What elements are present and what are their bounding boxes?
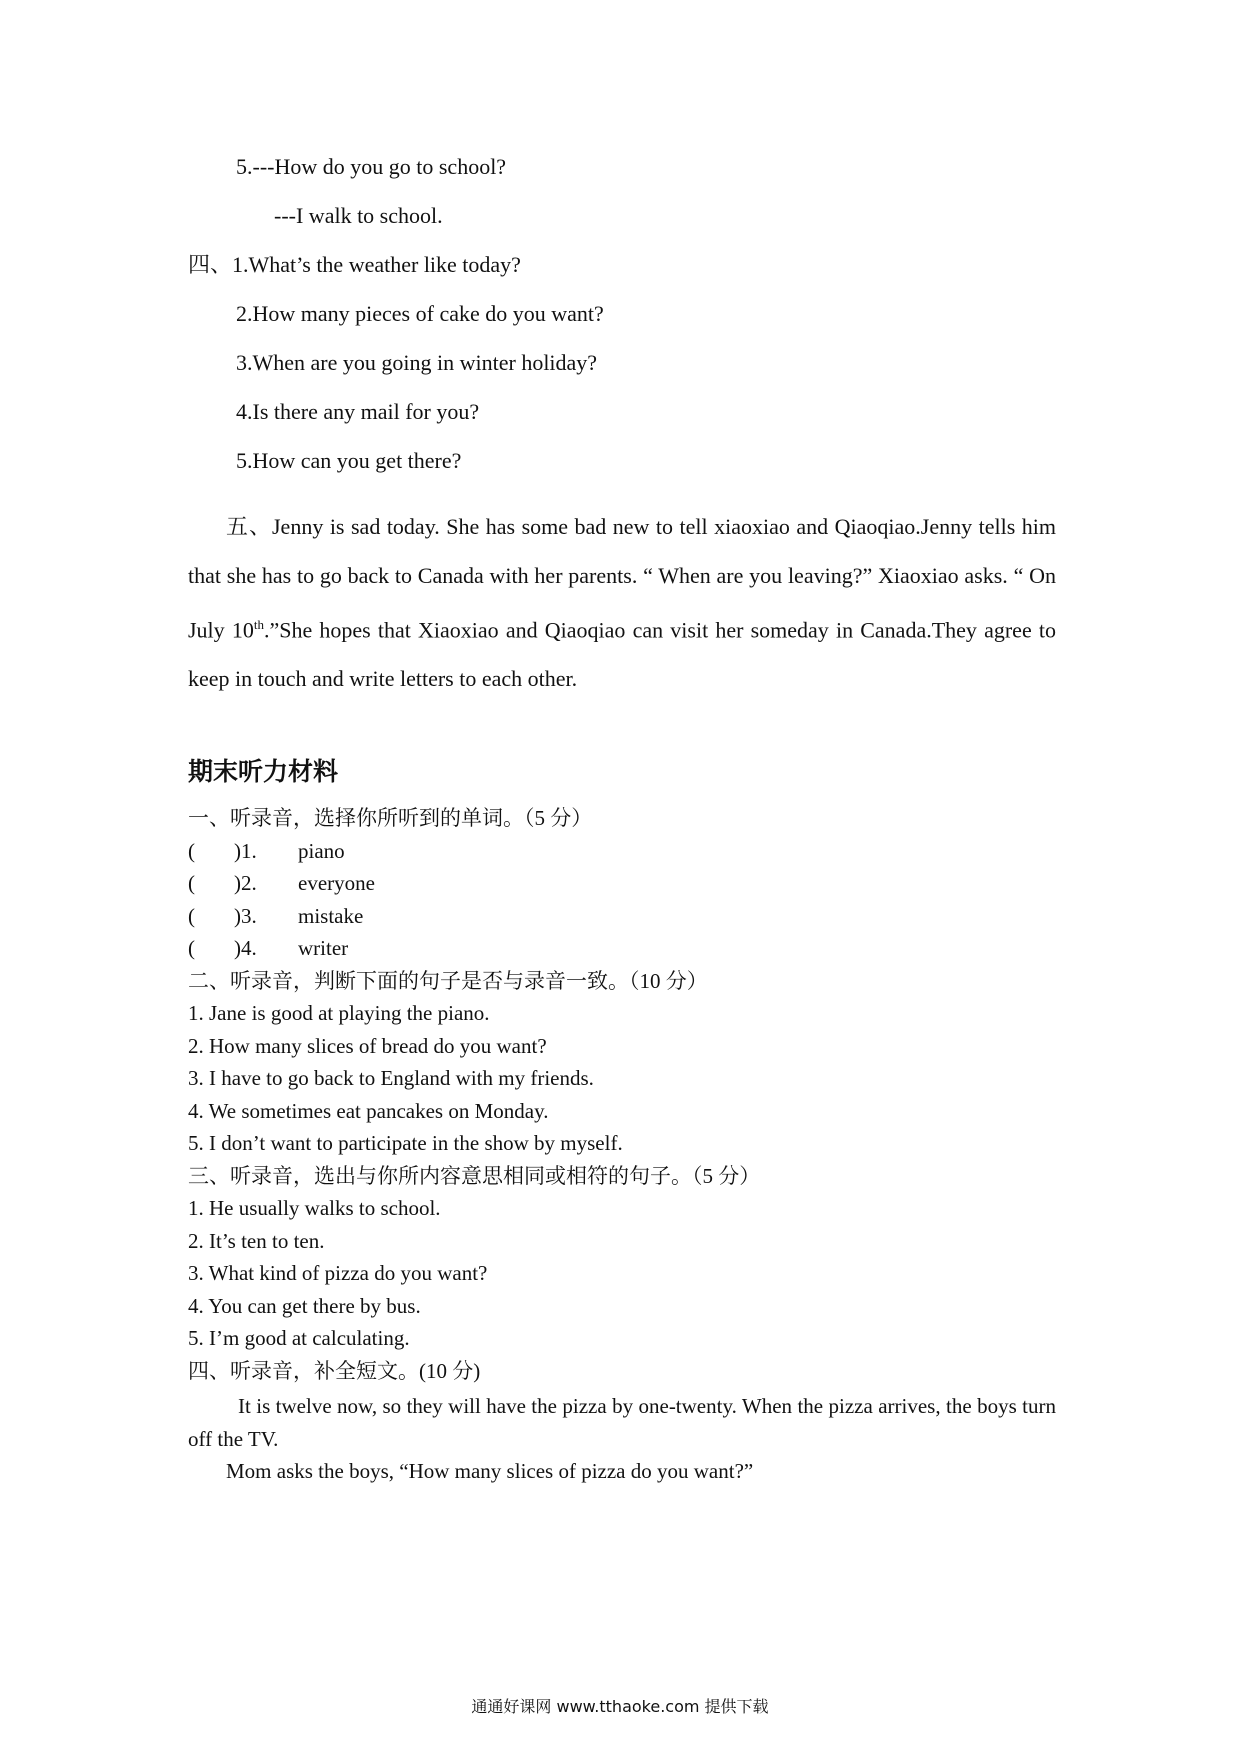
answer-line: 5.---How do you go to school? — [236, 154, 507, 179]
sentence-item: 1. He usually walks to school. — [188, 1196, 441, 1220]
ordinal-suffix: th — [253, 617, 264, 632]
final-listening-block — [188, 805, 1056, 1488]
passage-paragraph: It is twelve now, so they will have the pizza by one-twenty. When the pizza arrives, the boys turn off the TV. — [188, 1394, 1056, 1451]
passage-paragraph: Mom asks the boys, “How many slices of pizza do you want?” — [226, 1459, 754, 1483]
section-five-paragraph — [188, 502, 1056, 703]
option-item: ( )1. piano — [188, 838, 345, 863]
sentence-item: 4. You can get there by bus. — [188, 1293, 421, 1318]
sentence-item: 3. What kind of pizza do you want? — [188, 1261, 488, 1285]
paragraph-lead: 五、Jenny is sad today. She has some bad new to tell xiaoxiao and Qiaoqiao.Jenny tells him that she has to go back to Canada with her parents. “ When are you leaving?” Xiaoxiao asks. “ On July 10 — [188, 514, 1056, 643]
answer-line: 4.Is there any mail for you? — [236, 399, 480, 424]
sentence-item: 2. It’s ten to ten. — [188, 1228, 325, 1253]
section-heading: 三、听录音，选出与你所内容意思相同或相符的句子。（5 分） — [188, 1163, 761, 1188]
sentence-item: 1. Jane is good at playing the piano. — [188, 1001, 490, 1025]
page-footer: 通通好课网 www.tthaoke.com 提供下载 — [471, 1697, 769, 1716]
answer-line: 5.How can you get there? — [236, 448, 462, 473]
section-heading: 一、听录音，选择你所听到的单词。（5 分） — [188, 806, 593, 830]
section-heading: 四、听录音，补全短文。(10 分) — [188, 1358, 481, 1383]
answer-line: 2.How many pieces of cake do you want? — [236, 301, 604, 326]
option-item: ( )2. everyone — [188, 871, 375, 895]
sentence-item: 3. I have to go back to England with my friends. — [188, 1066, 594, 1090]
section-heading: 二、听录音，判断下面的句子是否与录音一致。（10 分） — [188, 968, 708, 993]
answer-line: 3.When are you going in winter holiday? — [236, 350, 598, 375]
sentence-item: 4. We sometimes eat pancakes on Monday. — [188, 1098, 549, 1123]
previous-answers-block — [188, 156, 1056, 499]
option-item: ( )3. mistake — [188, 903, 364, 928]
final-listening-title: 期末听力材料 — [188, 757, 339, 786]
option-item: ( )4. writer — [188, 936, 349, 960]
answer-line: ---I walk to school. — [274, 203, 443, 228]
sentence-item: 2. How many slices of bread do you want? — [188, 1033, 547, 1058]
sentence-item: 5. I’m good at calculating. — [188, 1326, 410, 1350]
answer-line: 四、1.What’s the weather like today? — [188, 252, 521, 277]
sentence-item: 5. I don’t want to participate in the show by myself. — [188, 1131, 623, 1155]
paragraph-rest: .”She hopes that Xiaoxiao and Qiaoqiao can visit her someday in Canada.They agree to keep in touch and write letters to each other. — [188, 617, 1056, 692]
